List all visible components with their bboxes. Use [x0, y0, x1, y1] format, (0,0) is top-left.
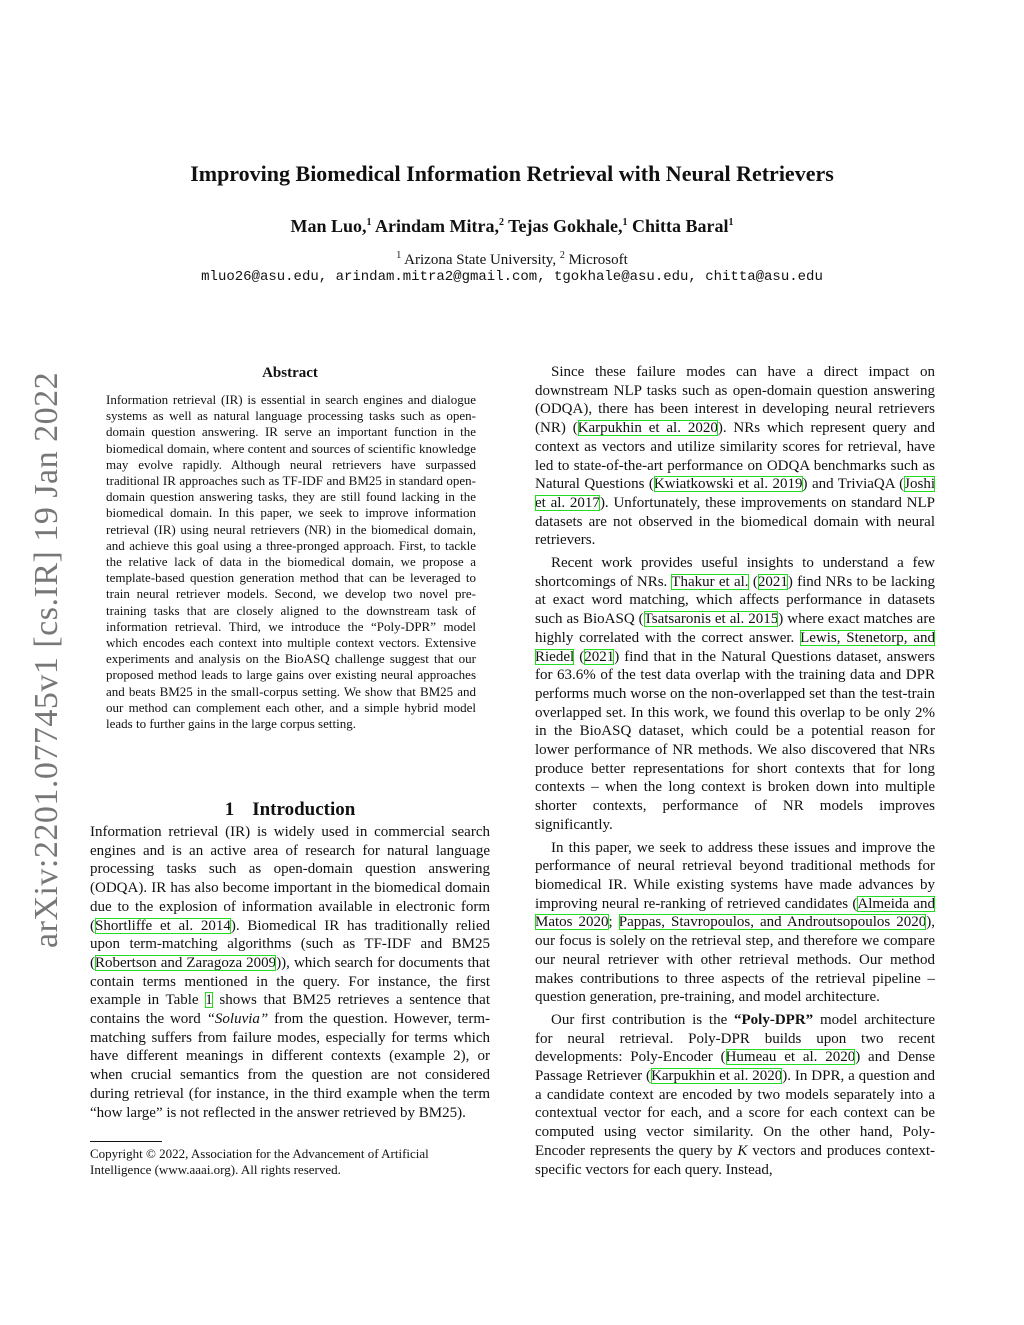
affiliation-text: Microsoft [564, 252, 628, 268]
citation-link[interactable]: 2021 [584, 648, 615, 665]
text-run: ). In DPR, a question and a candidate context are encoded by two models separately into a contextual vector for each, and a score for each context can be computed using vector similarity. On the other hand, Poly-Encoder represents the query by [535, 1068, 935, 1159]
citation-link[interactable]: Thakur et al. [671, 573, 749, 590]
affiliation-marker: 1 [622, 217, 628, 228]
author-name: Arindam Mitra, [371, 216, 499, 236]
citation-link[interactable]: Karpukhin et al. 2020 [651, 1068, 783, 1085]
text-run: ) where exact matches are highly correlated with the correct answer. [535, 611, 935, 646]
author-name: Man Luo, [290, 216, 367, 236]
text-run: ) find NRs to be lacking at exact word matching, which affects performance in datasets such as BioASQ ( [535, 573, 936, 628]
paper-title: Improving Biomedical Information Retrieval with Neural Retrievers [190, 161, 834, 186]
model-name-bold: “Poly-DPR” [734, 1011, 814, 1028]
text-run: shows that BM25 retrieves a sentence that contains the word [90, 992, 490, 1028]
introduction-paragraph [90, 823, 490, 1122]
abstract-heading: Abstract [262, 365, 318, 381]
text-run: from the question. However, term-matching suffers from failure modes, especially for terms which have different meanings in different contexts (example 2), or when crucial semantics from the question are not considered during retrieval (for instance, in the third example when the term “how large” is not reflected in the answer retrieved by BM25). [90, 1011, 490, 1121]
text-run: vectors and produces context-specific vectors for each query. Instead, [535, 1142, 935, 1178]
paragraph [535, 554, 935, 835]
table-reference-link[interactable]: 1 [205, 992, 213, 1009]
affiliation-marker: 2 [499, 217, 504, 228]
abstract-text: Information retrieval (IR) is essential in search engines and dialogue systems as well as natural language processing tasks such as open-domain question answering. IR serve an important function in the biomedical domain, where content and sources of scientific knowledge may evolve rapidly. Although neural retrievers have surpassed traditional IR approaches such as TF-IDF and BM25 in standard open-domain question answering tasks, they are still found lacking in the biomedical domain. In this paper, we seek to improve information retrieval (IR) using neural retrievers (NR) in the biomedical domain, and achieve this goal using a three-pronged approach. First, to tackle the relative lack of data in the biomedical domain, we propose a template-based question generation method that can be leveraged to train neural retriever models. Second, we develop two novel pre-training tasks that are closely aligned to the downstream task of information retrieval. Third, we introduce the “Poly-DPR” model which encodes each context into multiple context vectors. Extensive experiments and analysis on the BioASQ challenge suggest that our proposed method leads to large gains over existing neural approaches and beats BM25 in the small-corpus setting. We show that BM25 and our method can complement each other, and a simple hybrid model leads to further gains in the large corpus setting. [106, 392, 476, 732]
citation-link[interactable]: Karpukhin et al. 2020 [577, 420, 718, 437]
section-heading-introduction [90, 799, 490, 821]
text-run: model architecture for neural retrieval. Poly-DPR builds upon two recent developments: Poly-Encoder ( [535, 1011, 935, 1066]
text-run: Information retrieval (IR) is widely used in commercial search engines and is an active area of research for natural language processing tasks such as open-domain question answering (ODQA). IR has also become important in the biomedical domain due to the explosion of information available in electronic form ( [90, 824, 490, 934]
text-run: Recent work provides useful insights to understand a few shortcomings of NRs. [535, 555, 935, 590]
author-emails: mluo26@asu.edu, arindam.mitra2@gmail.com, tgokhale@asu.edu, chitta@asu.edu [201, 269, 823, 285]
right-column [535, 363, 935, 1183]
paragraph [535, 363, 935, 550]
author-name: Tejas Gokhale, [504, 216, 623, 236]
arxiv-stamp: arXiv:2201.07745v1 [cs.IR] 19 Jan 2022 [28, 371, 65, 948]
copyright-notice: Copyright © 2022, Association for the Advancement of Artificial Intelligence (www.aaai.org). All rights reserved. [90, 1146, 429, 1177]
paragraph [535, 1011, 935, 1179]
footnote-rule [90, 1141, 162, 1142]
affiliation-marker: 1 [728, 217, 734, 228]
affiliation-text: Arizona State University, [401, 252, 560, 268]
author-list [0, 216, 1024, 237]
text-run: ( [748, 573, 758, 590]
affiliation-marker: 1 [396, 250, 402, 261]
text-run: ). Unfortunately, these improvements on standard NLP datasets are not observed in the biomedical domain with neural retrievers. [535, 494, 935, 549]
citation-link[interactable]: Robertson and Zaragoza 2009 [95, 954, 277, 971]
affiliations [0, 250, 1024, 269]
citation-link[interactable]: Kwiatkowski et al. 2019 [653, 476, 803, 493]
section-title: Introduction [252, 799, 356, 820]
text-run: ). Biomedical IR has traditionally relied upon term-matching algorithms (such as TF-IDF and BM25 ( [90, 917, 490, 971]
citation-link[interactable]: Joshi et al. 2017 [535, 476, 935, 511]
math-variable: K [737, 1142, 748, 1159]
section-number: 1 [224, 799, 235, 820]
citation-link[interactable]: Tsatsaronis et al. 2015 [643, 611, 779, 628]
text-run: ; [608, 914, 619, 931]
text-run: )), which search for documents that contain terms mentioned in the query. For instance, the first example in Table [90, 954, 490, 1009]
citation-link[interactable]: Shortliffe et al. 2014 [95, 917, 231, 934]
text-run: ) and Dense Passage Retriever ( [535, 1049, 935, 1085]
emphasis-text: “Soluvia” [206, 1011, 269, 1028]
text-run: ) find that in the Natural Questions dataset, answers for 63.6% of the test data overlap with the training data and DPR performs much worse on the non-overlapped set than the test-train overlapped set. In this work, we found this overlap to be only 2% in the BioASQ dataset, which could be a potential reason for lower performance of NR methods. We also discovered that NRs produce better representations for short contexts that for long contexts – when the long context is broken down into multiple shorter contexts, performance of NR models improves significantly. [535, 648, 935, 833]
text-run: Our first contribution is the [551, 1011, 735, 1028]
citation-link[interactable]: Lewis, Stenetorp, and Riedel [535, 629, 935, 665]
affiliation-marker: 1 [366, 217, 372, 228]
text-run: Since these failure modes can have a direct impact on downstream NLP tasks such as open-domain question answering (ODQA), there has been interest in developing neural retrievers (NR) ( [535, 364, 935, 437]
citation-link[interactable]: Almeida and Matos 2020 [535, 895, 935, 931]
text-run: ( [574, 648, 585, 665]
citation-link[interactable]: Pappas, Stavropoulos, and Androutsopoulos 2020 [618, 914, 927, 931]
citation-link[interactable]: Humeau et al. 2020 [725, 1049, 856, 1066]
author-name: Chitta Baral [627, 216, 729, 236]
affiliation-marker: 2 [559, 250, 565, 261]
paragraph [535, 839, 935, 1007]
text-run: In this paper, we seek to address these issues and improve the performance of neural retrieval beyond traditional methods for biomedical IR. While existing systems have made advances by improving neural re-ranking of retrieved candidates ( [535, 839, 935, 912]
text-run: ) and TriviaQA ( [802, 476, 905, 493]
text-run: ). NRs which represent query and context as vectors and utilize similarity scores for retrieval, have led to state-of-the-art performance on ODQA benchmarks such as Natural Questions ( [535, 420, 935, 493]
text-run: ), our focus is solely on the retrieval step, and therefore we compare our neural retriever with other retrieval methods. Our method makes contributions to three aspects of the retrieval pipeline – question generation, pre-training, and model architecture. [535, 914, 936, 1006]
citation-link[interactable]: 2021 [757, 573, 788, 590]
